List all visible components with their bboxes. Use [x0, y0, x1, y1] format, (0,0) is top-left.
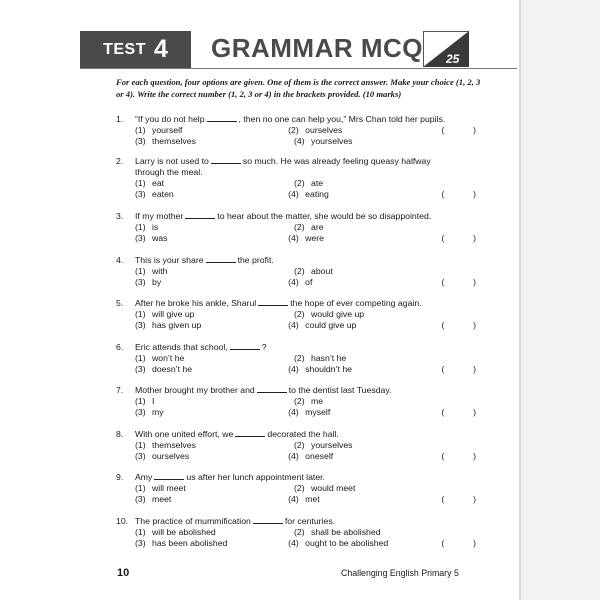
answer-bracket[interactable]: ( )	[441, 233, 476, 243]
question-stem	[135, 429, 476, 440]
answer-bracket[interactable]: ( )	[441, 125, 476, 135]
options	[116, 440, 476, 462]
options	[116, 266, 476, 288]
options	[116, 309, 476, 331]
option-4: (4) shouldn’t he	[288, 364, 353, 374]
answer-blank	[185, 218, 215, 219]
answer-blank	[235, 436, 265, 437]
answer-blank	[211, 163, 241, 164]
answer-bracket[interactable]: ( )	[441, 277, 476, 287]
option-2: (2) me	[294, 396, 324, 406]
option-3: (3) themselves	[135, 136, 196, 146]
option-4: (4) eating	[288, 189, 329, 199]
option-3: (3) my	[135, 407, 164, 417]
test-badge	[80, 31, 191, 68]
option-1: (1) is	[135, 222, 159, 232]
option-4: (4) oneself	[288, 451, 334, 461]
option-3: (3) by	[135, 277, 162, 287]
stem-after: , then no one can help you,” Mrs Chan told her pupils.	[238, 114, 446, 124]
stem-before: Amy	[135, 472, 153, 482]
option-1: (1) yourself	[135, 125, 183, 135]
option-4: (4) were	[288, 233, 324, 243]
answer-bracket[interactable]: ( )	[441, 538, 476, 548]
stem-before: Mother brought my brother and	[135, 385, 255, 395]
answer-blank	[253, 523, 283, 524]
question-item	[116, 516, 476, 549]
page-edge-strip	[519, 0, 600, 600]
option-2: (2) are	[294, 222, 324, 232]
stem-after: ?	[261, 342, 267, 352]
question-stem	[135, 255, 476, 266]
option-4: (4) could give up	[288, 320, 357, 330]
question-item	[116, 472, 476, 505]
question-stem-cont: through the meal.	[135, 167, 203, 177]
test-label: TEST	[103, 40, 146, 58]
option-3: (3) meet	[135, 494, 172, 504]
test-number: 4	[153, 35, 168, 63]
stem-after: the profit.	[237, 255, 274, 265]
options	[116, 527, 476, 549]
options	[116, 353, 476, 375]
option-3: (3) eaten	[135, 189, 174, 199]
question-stem	[135, 211, 476, 222]
question-stem	[135, 516, 476, 527]
option-3: (3) has given up	[135, 320, 202, 330]
answer-bracket[interactable]: ( )	[441, 494, 476, 504]
question-item	[116, 156, 476, 200]
question-stem	[135, 342, 476, 353]
option-2: (2) would meet	[294, 483, 356, 493]
question-item	[116, 385, 476, 418]
stem-before: With one united effort, we	[135, 429, 234, 439]
question-number: 6.	[116, 342, 124, 352]
question-number: 2.	[116, 156, 124, 166]
option-2: (2) hasn’t he	[294, 353, 347, 363]
stem-before: Larry is not used to	[135, 156, 209, 166]
stem-after: for centuries.	[284, 516, 336, 526]
option-3: (3) ourselves	[135, 451, 190, 461]
question-stem	[135, 472, 476, 483]
stem-before: This is your share	[135, 255, 204, 265]
question-item	[116, 211, 476, 244]
stem-before: Eric attends that school,	[135, 342, 228, 352]
question-item	[116, 342, 476, 375]
question-number: 4.	[116, 255, 124, 265]
option-2: (2) ourselves	[288, 125, 343, 135]
page-title: GRAMMAR MCQ	[211, 33, 424, 63]
stem-after: so much. He was already feeling queasy halfway	[242, 156, 431, 166]
option-2: (2) ate	[294, 178, 324, 188]
options	[116, 125, 476, 147]
question-item	[116, 298, 476, 331]
footer-page-number: 10	[117, 567, 130, 579]
question-number: 7.	[116, 385, 124, 395]
question-stem	[135, 114, 476, 125]
option-3: (3) doesn’t he	[135, 364, 193, 374]
stem-after: us after her lunch appointment later.	[186, 472, 325, 482]
question-number: 1.	[116, 114, 124, 124]
footer-book-title: Challenging English Primary 5	[341, 568, 459, 578]
option-1: (1) won’t he	[135, 353, 185, 363]
answer-blank	[257, 392, 287, 393]
answer-bracket[interactable]: ( )	[441, 451, 476, 461]
answer-blank	[206, 262, 236, 263]
stem-before: If my mother	[135, 211, 184, 221]
answer-bracket[interactable]: ( )	[441, 320, 476, 330]
question-stem	[135, 156, 476, 167]
options	[116, 222, 476, 244]
header-rule	[80, 68, 517, 69]
option-4: (4) ought to be abolished	[288, 538, 389, 548]
option-4: (4) met	[288, 494, 320, 504]
question-item	[116, 255, 476, 288]
options	[116, 483, 476, 505]
option-1: (1) with	[135, 266, 168, 276]
option-3: (3) has been abolished	[135, 538, 228, 548]
question-stem	[135, 385, 476, 396]
option-3: (3) was	[135, 233, 168, 243]
option-1: (1) will meet	[135, 483, 186, 493]
option-2: (2) yourselves	[294, 440, 353, 450]
answer-bracket[interactable]: ( )	[441, 364, 476, 374]
option-4: (4) yourselves	[294, 136, 353, 146]
option-1: (1) themselves	[135, 440, 196, 450]
instructions: For each question, four options are given. One of them is the correct answer. Make your choice (1, 2, 3 or 4). Write the correct number (1, 2, 3 or 4) in the brackets provided. (10 marks)	[116, 77, 481, 99]
page-tab-number: 25	[446, 52, 460, 66]
question-item	[116, 114, 476, 147]
option-1: (1) eat	[135, 178, 165, 188]
option-2: (2) shall be abolished	[294, 527, 381, 537]
stem-before: The practice of mummification	[135, 516, 251, 526]
question-number: 5.	[116, 298, 124, 308]
stem-after: the hope of ever competing again.	[290, 298, 422, 308]
options	[116, 396, 476, 418]
option-1: (1) will be abolished	[135, 527, 216, 537]
question-item	[116, 429, 476, 462]
answer-bracket[interactable]: ( )	[441, 189, 476, 199]
question-number: 8.	[116, 429, 124, 439]
option-4: (4) myself	[288, 407, 331, 417]
option-1: (1) I	[135, 396, 155, 406]
question-number: 3.	[116, 211, 124, 221]
stem-before: After he broke his ankle, Sharul	[135, 298, 257, 308]
question-number: 9.	[116, 472, 124, 482]
options	[116, 178, 476, 200]
stem-before: “If you do not help	[135, 114, 205, 124]
stem-after: to the dentist last Tuesday.	[288, 385, 392, 395]
option-1: (1) will give up	[135, 309, 195, 319]
answer-blank	[258, 305, 288, 306]
stem-after: decorated the hall.	[267, 429, 339, 439]
stem-after: to hear about the matter, she would be so disappointed.	[217, 211, 432, 221]
answer-blank	[230, 349, 260, 350]
answer-blank	[154, 479, 184, 480]
question-number: 10.	[116, 516, 129, 526]
answer-blank	[207, 121, 237, 122]
option-2: (2) about	[294, 266, 333, 276]
question-stem	[135, 298, 476, 309]
option-2: (2) would give up	[294, 309, 365, 319]
option-4: (4) of	[288, 277, 313, 287]
answer-bracket[interactable]: ( )	[441, 407, 476, 417]
